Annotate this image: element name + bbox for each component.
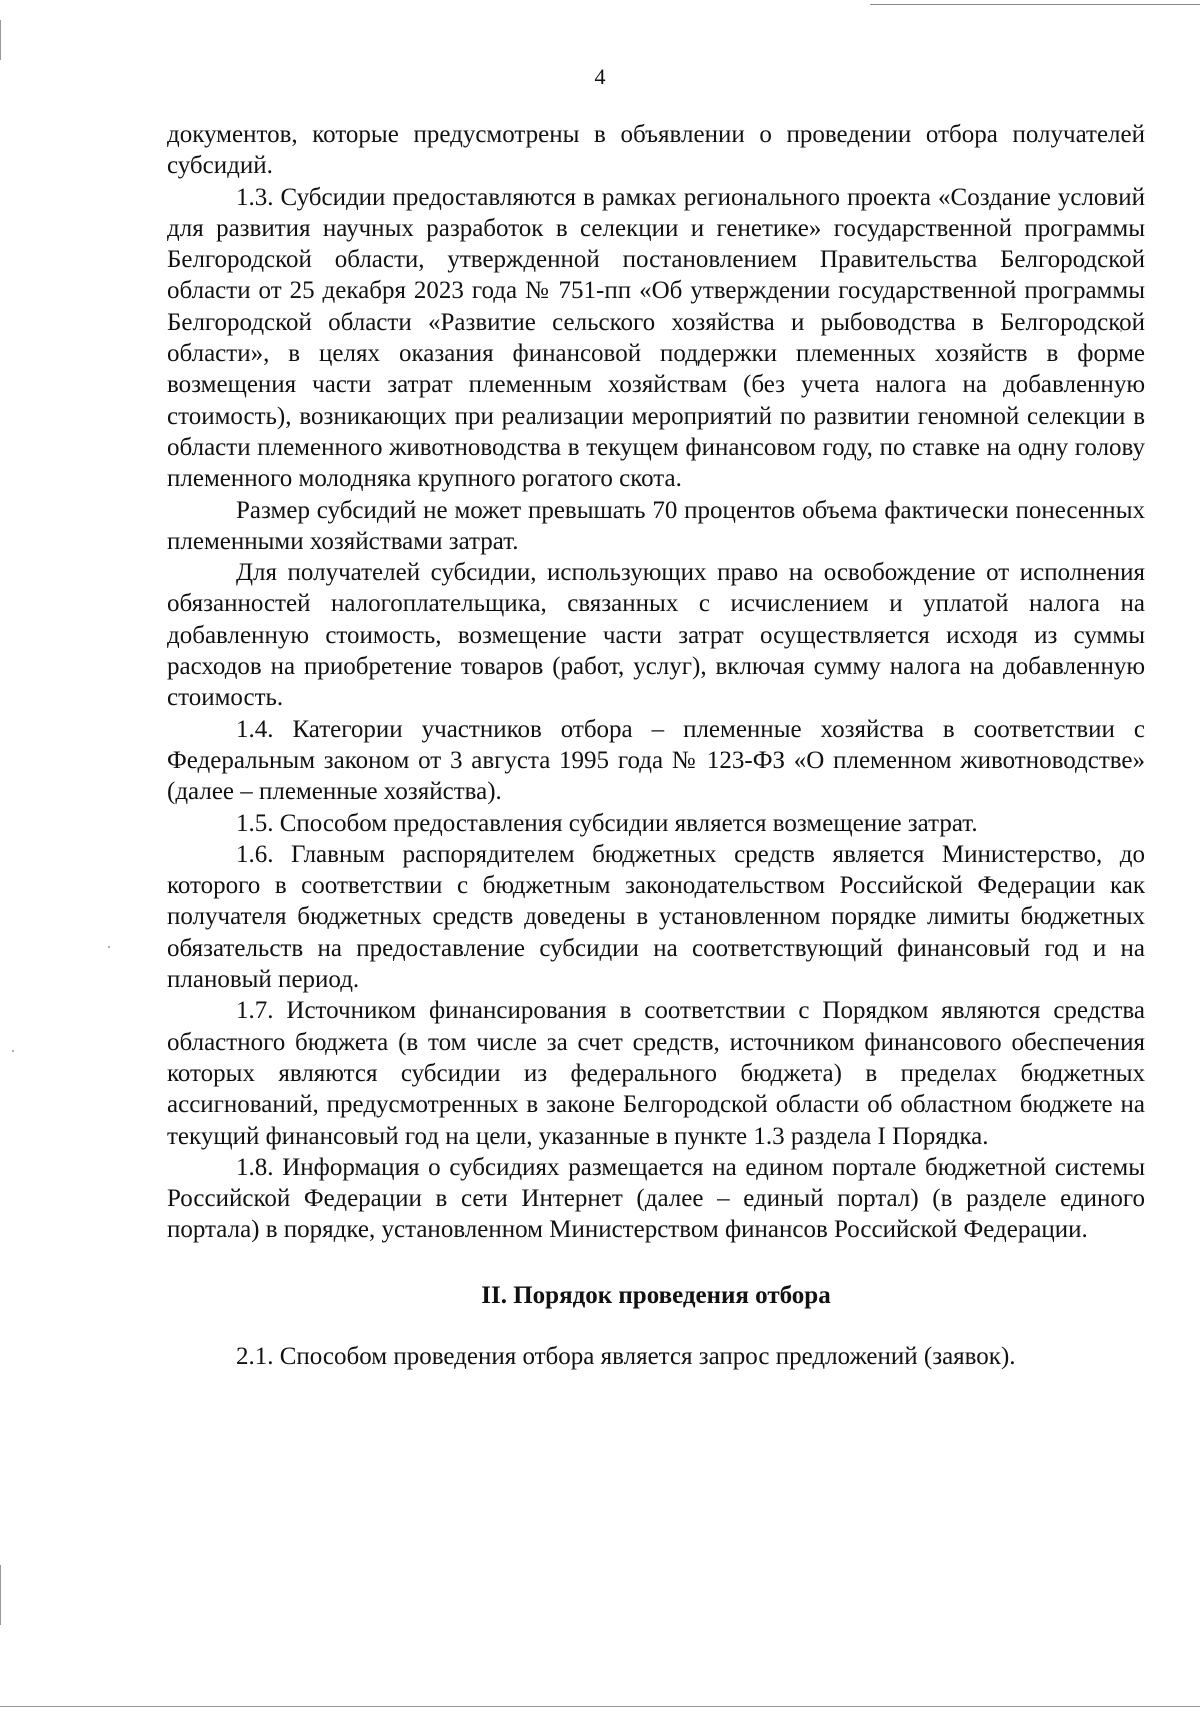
paragraph-2-1: 2.1. Способом проведения отбора является запрос предложений (заявок). xyxy=(236,1342,1016,1370)
paragraph-vat-exemption: Для получателей субсидии, использующих право на освобождение от исполнения обязанностей налогоплательщика, связанных с исчислением и уплатой налога на добавленную стоимость, возмещение части затрат осуществляется исходя из суммы расходов на приобретение товаров (работ, услуг), включая сумму налога на добавленную стоимость. xyxy=(167,559,1145,712)
paragraph-1-7: 1.7. Источником финансирования в соответствии с Порядком являются средства областного бюджета (в том числе за счет средств, источником финансового обеспечения которых являются субсидии из федерального бюджета) в пределах бюджетных ассигнований, предусмотренных в законе Белгородской области об областном бюджете на текущий финансовый год на цели, указанные в пункте 1.3 раздела I Порядка. xyxy=(167,997,1145,1150)
scan-edge-line xyxy=(0,1706,1200,1707)
scan-speck xyxy=(108,946,110,948)
page-number: 4 xyxy=(594,64,606,89)
paragraph-1-4: 1.4. Категории участников отбора – племенные хозяйства в соответствии с Федеральным законом от 3 августа 1995 года № 123-ФЗ «О племенном животноводстве» (далее – племенные хозяйства). xyxy=(167,715,1145,806)
section-heading: II. Порядок проведения отбора xyxy=(481,1281,831,1309)
document-body xyxy=(167,119,1145,1372)
scan-margin-mark xyxy=(0,1565,1,1625)
paragraph-1-6: 1.6. Главным распорядителем бюджетных средств является Министерство, до которого в соответствии с бюджетным законодательством Российской Федерации как получателя бюджетных средств доведены в установленном порядке лимиты бюджетных обязательств на предоставление субсидии на соответствующий финансовый год и на плановый период. xyxy=(167,840,1145,994)
paragraph-1-3: 1.3. Субсидии предоставляются в рамках регионального проекта «Создание условий для развития научных разработок в селекции и генетике» государственной программы Белгородской области, утвержденной постановлением Правительства Белгородской области от 25 декабря 2023 года № 751-пп «Об утверждении государственной программы Белгородской области «Развитие сельского хозяйства и рыбоводства в Белгородской области», в целях оказания финансовой поддержки племенных хозяйств в форме возмещения части затрат племенным хозяйствам (без учета налога на добавленную стоимость), возникающих при реализации мероприятий по развитии геномной селекции в области племенного животноводства в текущем финансовом году, по ставке на одну голову племенного молодняка крупного рогатого скота. xyxy=(167,183,1145,493)
scan-margin-mark xyxy=(0,20,1,60)
paragraph-1-5: 1.5. Способом предоставления субсидии является возмещение затрат. xyxy=(236,809,978,837)
paragraph-1-8: 1.8. Информация о субсидиях размещается на едином портале бюджетной системы Российской Федерации в сети Интернет (далее – единый портал) (в разделе единого портала) в порядке, установленном Министерством финансов Российской Федерации. xyxy=(167,1153,1145,1244)
paragraph-subsidy-limit: Размер субсидий не может превышать 70 процентов объема фактически понесенных племенными хозяйствами затрат. xyxy=(167,496,1145,555)
scan-speck xyxy=(12,1050,14,1052)
paragraph-continuation: документов, которые предусмотрены в объявлении о проведении отбора получателей субсидий. xyxy=(167,121,1145,180)
scan-edge-line xyxy=(870,4,1200,5)
